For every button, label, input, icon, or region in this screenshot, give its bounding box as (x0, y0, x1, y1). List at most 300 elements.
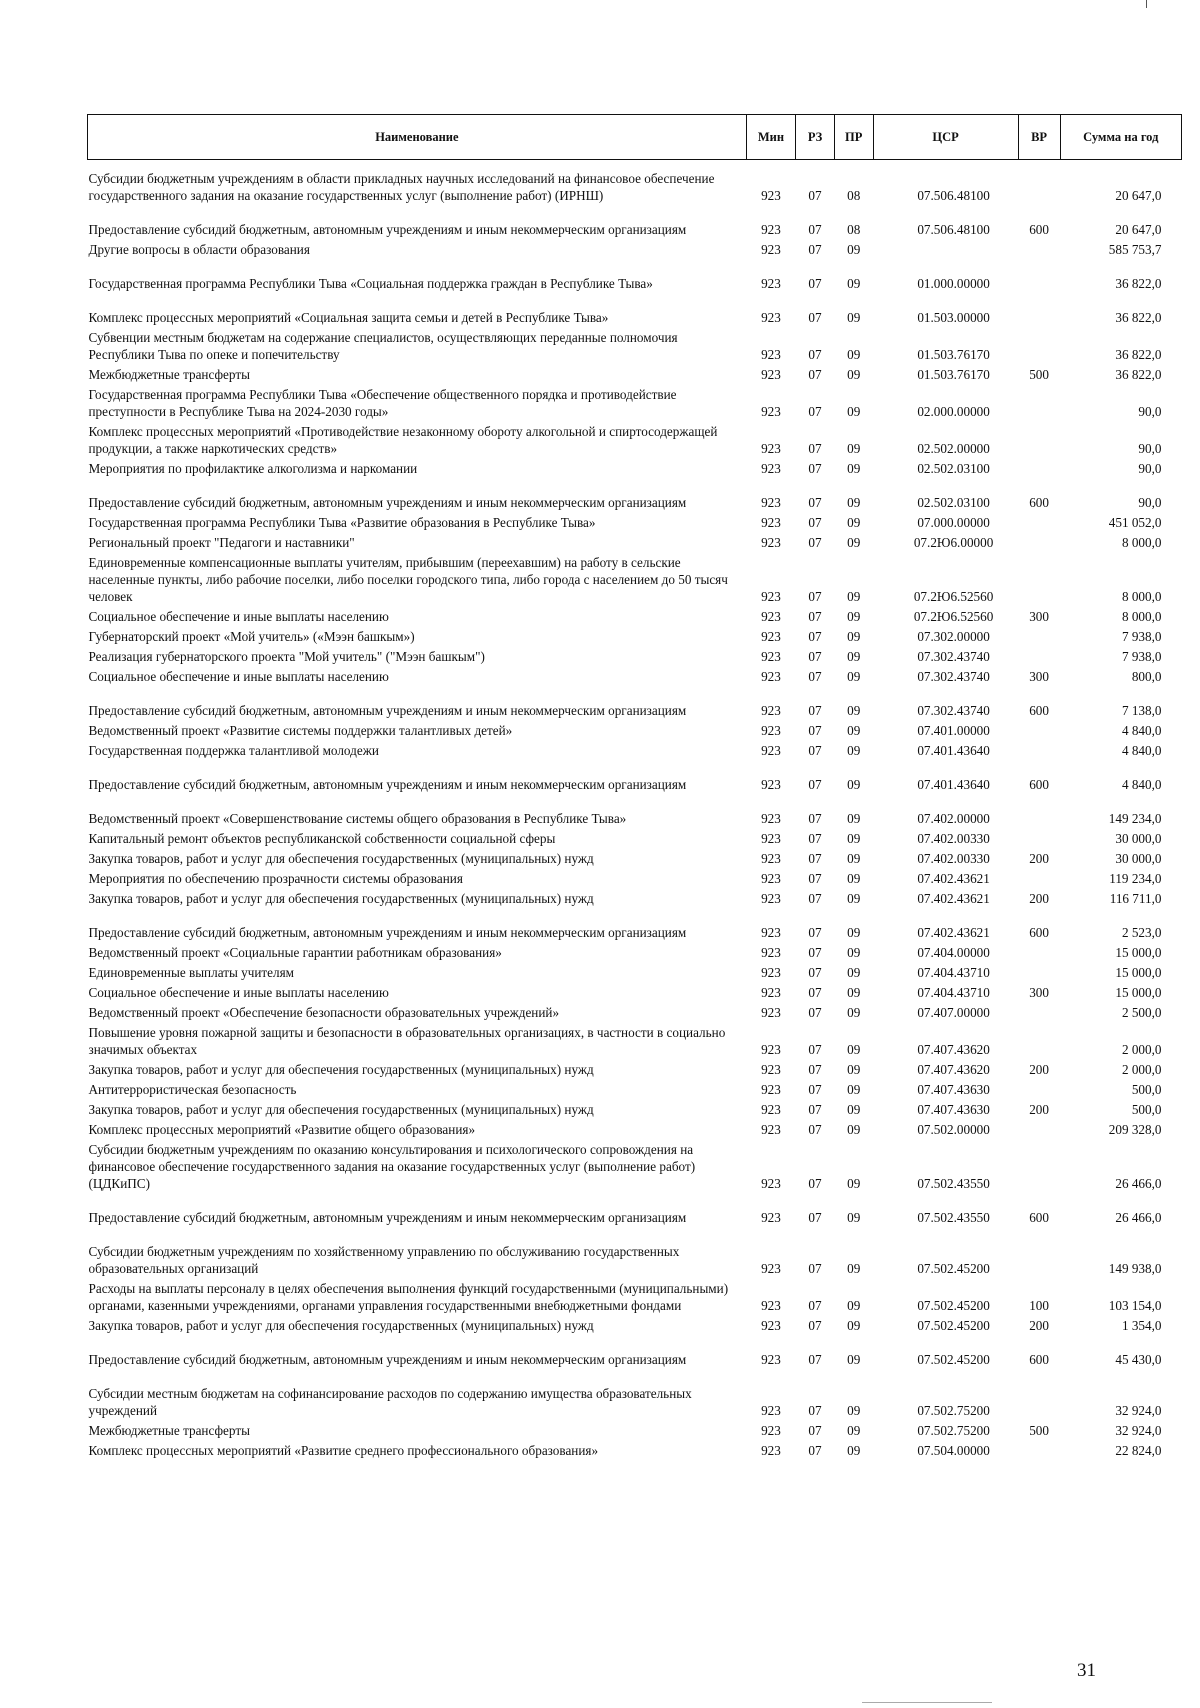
table-body (88, 160, 1182, 1462)
cell-vr (1018, 721, 1060, 741)
cell-min: 923 (761, 495, 781, 510)
cell-vr: 200 (1029, 851, 1049, 866)
cell-csr: 07.2Ю6.52560 (913, 589, 994, 604)
cell-sum: 90,0 (1138, 441, 1162, 456)
cell-sum: 15 000,0 (1115, 965, 1162, 980)
table-row (88, 1441, 1182, 1461)
cell-rz: 07 (808, 629, 822, 644)
table-row (88, 1421, 1182, 1441)
cell-vr (1018, 1441, 1060, 1461)
header-min: Мин (746, 115, 795, 160)
cell-csr: 07.407.43620 (917, 1042, 990, 1057)
cell-pr: 09 (847, 1210, 861, 1225)
cell-min: 923 (761, 1423, 781, 1438)
cell-min: 923 (761, 723, 781, 738)
cell-vr: 600 (1029, 777, 1049, 792)
cell-vr (1018, 741, 1060, 761)
cell-rz: 07 (808, 777, 822, 792)
page-number: 31 (1077, 1660, 1096, 1681)
cell-sum: 36 822,0 (1115, 367, 1162, 382)
table-row (88, 479, 1182, 513)
cell-csr: 07.402.00330 (917, 851, 990, 866)
cell-sum: 26 466,0 (1115, 1210, 1162, 1225)
cell-vr: 600 (1029, 495, 1049, 510)
cell-pr: 09 (847, 743, 861, 758)
cell-rz: 07 (808, 831, 822, 846)
table-row (88, 533, 1182, 553)
cell-name: Предоставление субсидий бюджетным, автономным учреждениям и иным некоммерческим организациям (88, 777, 687, 792)
cell-vr: 500 (1029, 367, 1049, 382)
cell-rz: 07 (808, 723, 822, 738)
header-sum: Сумма на год (1060, 115, 1181, 160)
cell-vr (1018, 1120, 1060, 1140)
cell-vr (1018, 627, 1060, 647)
cell-name: Единовременные компенсационные выплаты учителям, прибывшим (переехавшим) на работу в сельские населенные пункты, либо рабочие поселки, либо поселки городского типа, либо города с населением до 50 тысяч человек (88, 555, 728, 604)
cell-pr: 08 (847, 188, 861, 203)
table-row (88, 294, 1182, 328)
cell-sum: 800,0 (1131, 669, 1162, 684)
cell-name: Закупка товаров, работ и услуг для обеспечения государственных (муниципальных) нужд (88, 1102, 594, 1117)
cell-rz: 07 (808, 276, 822, 291)
cell-min: 923 (761, 669, 781, 684)
cell-csr: 01.503.00000 (917, 310, 990, 325)
cell-min: 923 (761, 831, 781, 846)
cell-pr: 09 (847, 1122, 861, 1137)
cell-csr: 07.2Ю6.52560 (913, 609, 994, 624)
cell-rz: 07 (808, 1176, 822, 1191)
table-row (88, 1370, 1182, 1421)
cell-pr: 09 (847, 1261, 861, 1276)
cell-name: Ведомственный проект «Обеспечение безопасности образовательных учреждений» (88, 1005, 560, 1020)
cell-name: Губернаторский проект «Мой учитель» («Мээн башкым») (88, 629, 415, 644)
table-row (88, 328, 1182, 365)
cell-min: 923 (761, 777, 781, 792)
header-csr: ЦСР (873, 115, 1018, 160)
cell-csr: 07.506.48100 (917, 188, 990, 203)
cell-pr: 09 (847, 1176, 861, 1191)
cell-pr: 09 (847, 811, 861, 826)
cell-csr: 07.502.43550 (917, 1210, 990, 1225)
cell-vr (1018, 294, 1060, 328)
cell-min: 923 (761, 1403, 781, 1418)
cell-vr: 500 (1029, 1423, 1049, 1438)
cell-pr: 09 (847, 629, 861, 644)
cell-rz: 07 (808, 1082, 822, 1097)
table-row (88, 1080, 1182, 1100)
cell-sum: 451 052,0 (1108, 515, 1162, 530)
cell-csr: 07.401.00000 (917, 723, 990, 738)
cell-name: Единовременные выплаты учителям (88, 965, 295, 980)
cell-sum: 36 822,0 (1115, 310, 1162, 325)
cell-name: Предоставление субсидий бюджетным, автономным учреждениям и иным некоммерческим организациям (88, 925, 687, 940)
cell-vr (1018, 385, 1060, 422)
cell-csr: 07.407.00000 (917, 1005, 990, 1020)
cell-pr: 09 (847, 1102, 861, 1117)
cell-pr: 09 (847, 1005, 861, 1020)
cell-csr: 07.502.45200 (917, 1318, 990, 1333)
cell-vr (1018, 328, 1060, 365)
cell-rz: 07 (808, 1042, 822, 1057)
cell-name: Предоставление субсидий бюджетным, автономным учреждениям и иным некоммерческим организациям (88, 495, 687, 510)
cell-vr (1018, 1370, 1060, 1421)
cell-min: 923 (761, 1082, 781, 1097)
cell-name: Межбюджетные трансферты (88, 1423, 250, 1438)
cell-min: 923 (761, 589, 781, 604)
cell-sum: 45 430,0 (1115, 1352, 1162, 1367)
cell-sum: 32 924,0 (1115, 1403, 1162, 1418)
cell-name: Мероприятия по профилактике алкоголизма и наркомании (88, 461, 418, 476)
cell-min: 923 (761, 347, 781, 362)
cell-vr (1018, 553, 1060, 607)
table-row (88, 983, 1182, 1003)
cell-rz: 07 (808, 925, 822, 940)
cell-sum: 90,0 (1138, 404, 1162, 419)
cell-pr: 09 (847, 945, 861, 960)
cell-sum: 500,0 (1131, 1102, 1162, 1117)
cell-min: 923 (761, 629, 781, 644)
cell-name: Другие вопросы в области образования (88, 242, 310, 257)
cell-sum: 36 822,0 (1115, 276, 1162, 291)
cell-rz: 07 (808, 461, 822, 476)
cell-sum: 2 000,0 (1121, 1042, 1162, 1057)
cell-min: 923 (761, 1005, 781, 1020)
cell-pr: 09 (847, 589, 861, 604)
cell-rz: 07 (808, 1298, 822, 1313)
cell-sum: 149 938,0 (1108, 1261, 1162, 1276)
table-row (88, 1023, 1182, 1060)
cell-pr: 09 (847, 851, 861, 866)
cell-name: Закупка товаров, работ и услуг для обеспечения государственных (муниципальных) нужд (88, 1318, 594, 1333)
cell-name: Региональный проект "Педагоги и наставники" (88, 535, 355, 550)
cell-rz: 07 (808, 495, 822, 510)
cell-pr: 09 (847, 404, 861, 419)
cell-rz: 07 (808, 965, 822, 980)
table-row (88, 889, 1182, 909)
cell-sum: 4 840,0 (1121, 723, 1162, 738)
cell-vr (1018, 1023, 1060, 1060)
table-row (88, 795, 1182, 829)
cell-min: 923 (761, 851, 781, 866)
table-row (88, 721, 1182, 741)
cell-name: Комплекс процессных мероприятий «Развитие общего образования» (88, 1122, 476, 1137)
table-row (88, 160, 1182, 207)
table-row (88, 553, 1182, 607)
cell-rz: 07 (808, 310, 822, 325)
cell-rz: 07 (808, 347, 822, 362)
cell-pr: 09 (847, 891, 861, 906)
cell-vr (1018, 963, 1060, 983)
cell-pr: 09 (847, 1082, 861, 1097)
budget-table (87, 114, 1182, 1461)
cell-name: Ведомственный проект «Развитие системы поддержки талантливых детей» (88, 723, 513, 738)
cell-min: 923 (761, 367, 781, 382)
table-row (88, 667, 1182, 687)
cell-vr: 300 (1029, 985, 1049, 1000)
cell-rz: 07 (808, 1210, 822, 1225)
cell-rz: 07 (808, 404, 822, 419)
cell-vr (1018, 240, 1060, 260)
cell-sum: 7 138,0 (1121, 703, 1162, 718)
cell-rz: 07 (808, 1443, 822, 1458)
cell-csr: 01.000.00000 (917, 276, 990, 291)
cell-vr (1018, 513, 1060, 533)
cell-min: 923 (761, 871, 781, 886)
cell-vr (1018, 1003, 1060, 1023)
cell-pr: 09 (847, 461, 861, 476)
cell-csr: 07.402.43621 (917, 891, 990, 906)
cell-sum: 585 753,7 (1108, 242, 1162, 257)
cell-name: Предоставление субсидий бюджетным, автономным учреждениям и иным некоммерческим организациям (88, 222, 687, 237)
cell-rz: 07 (808, 1005, 822, 1020)
cell-vr (1018, 869, 1060, 889)
cell-vr: 300 (1029, 669, 1049, 684)
cell-min: 923 (761, 222, 781, 237)
cell-csr: 07.506.48100 (917, 222, 990, 237)
scan-edge-mark (1146, 0, 1147, 8)
cell-min: 923 (761, 461, 781, 476)
cell-min: 923 (761, 535, 781, 550)
table-row (88, 909, 1182, 943)
cell-name: Социальное обеспечение и иные выплаты населению (88, 985, 389, 1000)
cell-name: Государственная программа Республики Тыва «Развитие образования в Республике Тыва» (88, 515, 596, 530)
cell-vr (1018, 459, 1060, 479)
cell-vr: 600 (1029, 222, 1049, 237)
cell-pr: 09 (847, 831, 861, 846)
cell-csr: 07.402.00000 (917, 811, 990, 826)
cell-csr: 07.407.43620 (917, 1062, 990, 1077)
cell-pr: 09 (847, 609, 861, 624)
cell-vr (1018, 533, 1060, 553)
cell-sum: 149 234,0 (1108, 811, 1162, 826)
cell-csr: 07.402.00330 (917, 831, 990, 846)
cell-sum: 26 466,0 (1115, 1176, 1162, 1191)
cell-csr: 07.000.00000 (917, 515, 990, 530)
cell-csr: 07.407.43630 (917, 1082, 990, 1097)
cell-min: 923 (761, 925, 781, 940)
cell-pr: 09 (847, 1423, 861, 1438)
cell-sum: 30 000,0 (1115, 831, 1162, 846)
table-row (88, 1140, 1182, 1194)
cell-min: 923 (761, 1318, 781, 1333)
cell-min: 923 (761, 1443, 781, 1458)
cell-rz: 07 (808, 242, 822, 257)
cell-name: Расходы на выплаты персоналу в целях обеспечения выполнения функций государственными (муниципальными) органами, казенными учреждениями, органами управления государственными внебюджетными фондами (88, 1281, 729, 1313)
cell-rz: 07 (808, 891, 822, 906)
cell-rz: 07 (808, 985, 822, 1000)
cell-rz: 07 (808, 743, 822, 758)
cell-sum: 90,0 (1138, 495, 1162, 510)
cell-name: Социальное обеспечение и иные выплаты населению (88, 669, 389, 684)
cell-rz: 07 (808, 1102, 822, 1117)
table-row (88, 1336, 1182, 1370)
cell-vr: 200 (1029, 1062, 1049, 1077)
cell-rz: 07 (808, 669, 822, 684)
cell-name: Предоставление субсидий бюджетным, автономным учреждениям и иным некоммерческим организациям (88, 1210, 687, 1225)
cell-csr: 02.502.00000 (917, 441, 990, 456)
cell-pr: 09 (847, 367, 861, 382)
table-row (88, 647, 1182, 667)
cell-vr: 200 (1029, 1102, 1049, 1117)
cell-rz: 07 (808, 609, 822, 624)
cell-vr: 600 (1029, 925, 1049, 940)
cell-pr: 09 (847, 777, 861, 792)
table-header-row (88, 115, 1182, 160)
table-row (88, 385, 1182, 422)
cell-csr: 07.402.43621 (917, 925, 990, 940)
cell-rz: 07 (808, 945, 822, 960)
cell-vr (1018, 829, 1060, 849)
table-row (88, 1003, 1182, 1023)
cell-sum: 7 938,0 (1121, 649, 1162, 664)
table-row (88, 1120, 1182, 1140)
cell-pr: 09 (847, 1298, 861, 1313)
cell-csr: 07.302.43740 (917, 669, 990, 684)
cell-min: 923 (761, 515, 781, 530)
table-row (88, 741, 1182, 761)
table-row (88, 627, 1182, 647)
cell-pr: 09 (847, 1062, 861, 1077)
cell-vr: 100 (1029, 1298, 1049, 1313)
cell-vr: 300 (1029, 609, 1049, 624)
cell-pr: 09 (847, 441, 861, 456)
cell-rz: 07 (808, 1352, 822, 1367)
cell-rz: 07 (808, 1423, 822, 1438)
cell-rz: 07 (808, 535, 822, 550)
cell-name: Комплекс процессных мероприятий «Развитие среднего профессионального образования» (88, 1443, 599, 1458)
cell-csr: 02.000.00000 (917, 404, 990, 419)
cell-sum: 4 840,0 (1121, 777, 1162, 792)
cell-name: Предоставление субсидий бюджетным, автономным учреждениям и иным некоммерческим организациям (88, 1352, 687, 1367)
header-name: Наименование (88, 115, 747, 160)
table-row (88, 1279, 1182, 1316)
cell-sum: 8 000,0 (1121, 589, 1162, 604)
cell-name: Субсидии бюджетным учреждениям по оказанию консультирования и психологического сопровождения на финансовое обеспечение государственного задания на оказание государственных услуг (выполнение работ) (ЦДКиПС) (88, 1142, 696, 1191)
cell-sum: 15 000,0 (1115, 985, 1162, 1000)
cell-csr: 07.502.45200 (917, 1352, 990, 1367)
cell-sum: 2 000,0 (1121, 1062, 1162, 1077)
cell-name: Капитальный ремонт объектов республиканской собственности социальной сферы (88, 831, 556, 846)
cell-rz: 07 (808, 367, 822, 382)
cell-vr: 200 (1029, 1318, 1049, 1333)
cell-csr: 07.407.43630 (917, 1102, 990, 1117)
cell-min: 923 (761, 1062, 781, 1077)
cell-rz: 07 (808, 589, 822, 604)
footer-rule (862, 1702, 992, 1703)
cell-rz: 07 (808, 871, 822, 886)
cell-min: 923 (761, 441, 781, 456)
cell-name: Государственная программа Республики Тыва «Социальная поддержка граждан в Республике Тыва» (88, 276, 653, 291)
cell-sum: 30 000,0 (1115, 851, 1162, 866)
cell-vr: 600 (1029, 703, 1049, 718)
cell-rz: 07 (808, 703, 822, 718)
cell-csr: 07.402.43621 (917, 871, 990, 886)
cell-min: 923 (761, 188, 781, 203)
cell-pr: 09 (847, 1042, 861, 1057)
cell-pr: 09 (847, 1443, 861, 1458)
cell-sum: 116 711,0 (1109, 891, 1162, 906)
cell-min: 923 (761, 1122, 781, 1137)
table-row (88, 513, 1182, 533)
cell-name: Ведомственный проект «Социальные гарантии работникам образования» (88, 945, 502, 960)
cell-rz: 07 (808, 441, 822, 456)
cell-name: Субсидии местным бюджетам на софинансирование расходов по содержанию имущества образовательных учреждений (88, 1386, 692, 1418)
cell-sum: 209 328,0 (1108, 1122, 1162, 1137)
cell-name: Закупка товаров, работ и услуг для обеспечения государственных (муниципальных) нужд (88, 1062, 594, 1077)
cell-min: 923 (761, 404, 781, 419)
cell-pr: 08 (847, 222, 861, 237)
cell-min: 923 (761, 1176, 781, 1191)
cell-sum: 8 000,0 (1121, 609, 1162, 624)
cell-sum: 2 523,0 (1121, 925, 1162, 940)
cell-csr: 07.502.45200 (917, 1261, 990, 1276)
cell-name: Мероприятия по обеспечению прозрачности системы образования (88, 871, 463, 886)
cell-csr: 07.404.43710 (917, 985, 990, 1000)
cell-sum: 1 354,0 (1121, 1318, 1162, 1333)
cell-csr: 07.404.00000 (917, 945, 990, 960)
cell-rz: 07 (808, 188, 822, 203)
cell-pr: 09 (847, 1403, 861, 1418)
cell-csr: 02.502.03100 (917, 461, 990, 476)
table-row (88, 1060, 1182, 1080)
cell-csr: 07.504.00000 (917, 1443, 990, 1458)
table-row (88, 829, 1182, 849)
cell-sum: 8 000,0 (1121, 535, 1162, 550)
cell-name: Межбюджетные трансферты (88, 367, 250, 382)
cell-sum: 22 824,0 (1115, 1443, 1162, 1458)
cell-sum: 4 840,0 (1121, 743, 1162, 758)
cell-pr: 09 (847, 1352, 861, 1367)
cell-min: 923 (761, 965, 781, 980)
cell-rz: 07 (808, 1062, 822, 1077)
header-rz: РЗ (796, 115, 835, 160)
cell-min: 923 (761, 1298, 781, 1313)
cell-pr: 09 (847, 495, 861, 510)
cell-name: Субсидии бюджетным учреждениям по хозяйственному управлению по обслуживанию государственных образовательных организаций (88, 1244, 680, 1276)
cell-rz: 07 (808, 649, 822, 664)
cell-sum: 90,0 (1138, 461, 1162, 476)
cell-name: Комплекс процессных мероприятий «Противодействие незаконному обороту алкогольной и спиртосодержащей продукции, а также наркотических средств» (88, 424, 718, 456)
cell-name: Социальное обеспечение и иные выплаты населению (88, 609, 389, 624)
cell-rz: 07 (808, 222, 822, 237)
table-row (88, 260, 1182, 294)
cell-vr (1018, 1140, 1060, 1194)
cell-sum: 7 938,0 (1121, 629, 1162, 644)
cell-pr: 09 (847, 703, 861, 718)
cell-sum: 500,0 (1131, 1082, 1162, 1097)
table-row (88, 422, 1182, 459)
cell-min: 923 (761, 1042, 781, 1057)
cell-csr: 07.302.00000 (917, 629, 990, 644)
cell-min: 923 (761, 1210, 781, 1225)
table-row (88, 943, 1182, 963)
cell-pr: 09 (847, 965, 861, 980)
cell-vr (1018, 795, 1060, 829)
cell-name: Субсидии бюджетным учреждениям в области прикладных научных исследований на финансовое обеспечение государственного задания на оказание государственных услуг (выполнение работ) (ИРНШ) (88, 171, 715, 203)
cell-min: 923 (761, 276, 781, 291)
table-row (88, 365, 1182, 385)
cell-name: Ведомственный проект «Совершенствование системы общего образования в Республике Тыва» (88, 811, 627, 826)
cell-name: Предоставление субсидий бюджетным, автономным учреждениям и иным некоммерческим организациям (88, 703, 687, 718)
cell-sum: 2 500,0 (1121, 1005, 1162, 1020)
cell-vr (1018, 943, 1060, 963)
cell-pr: 09 (847, 347, 861, 362)
cell-rz: 07 (808, 851, 822, 866)
header-pr: ПР (834, 115, 873, 160)
cell-sum: 103 154,0 (1108, 1298, 1162, 1313)
cell-csr: 07.502.00000 (917, 1122, 990, 1137)
cell-sum: 20 647,0 (1115, 188, 1162, 203)
cell-vr: 600 (1029, 1352, 1049, 1367)
